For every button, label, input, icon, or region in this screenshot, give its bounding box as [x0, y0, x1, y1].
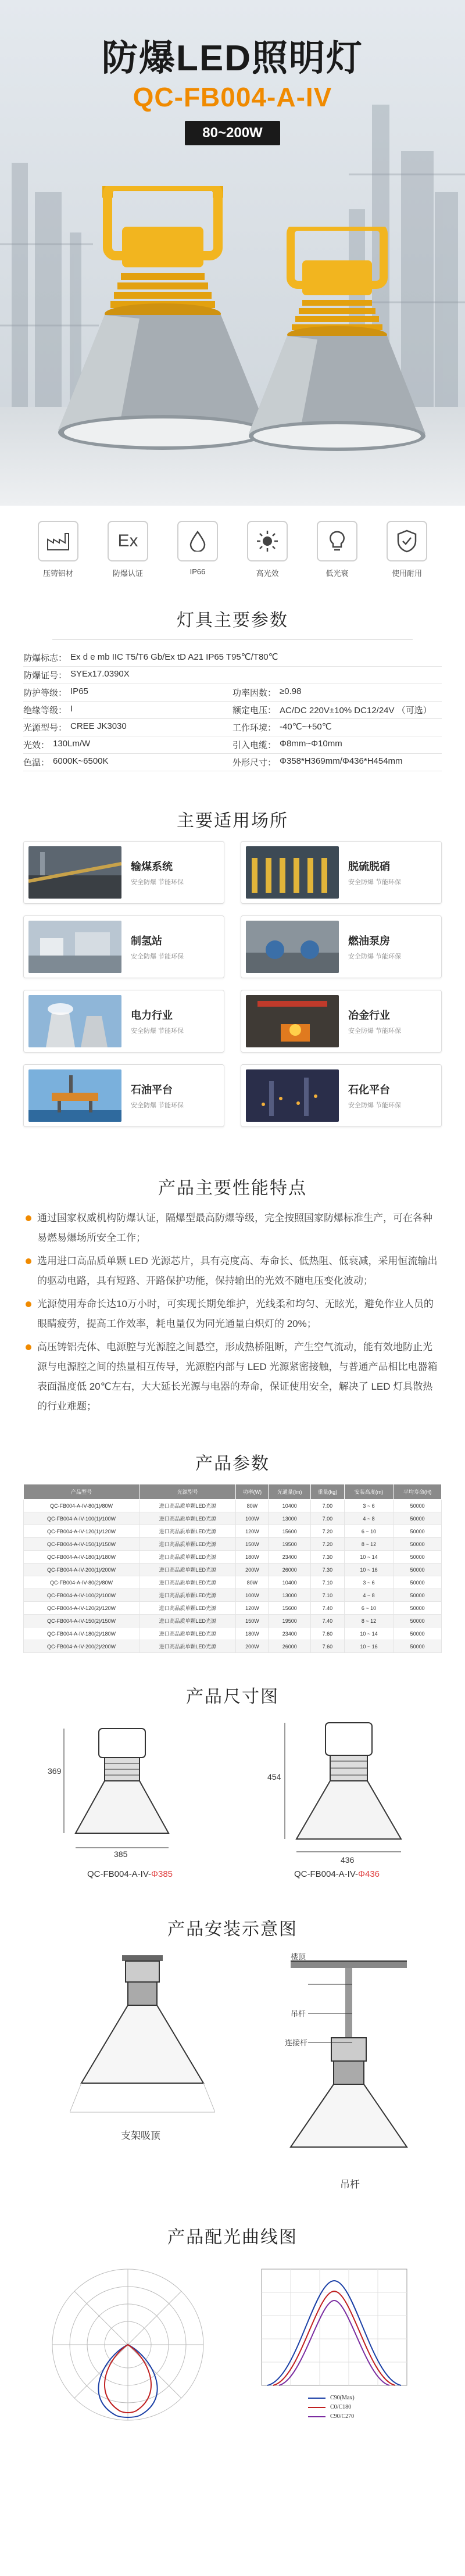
bullet-icon	[26, 1344, 31, 1350]
dimension-height-right: 454	[267, 1772, 281, 1781]
param-row	[24, 1525, 442, 1538]
specs-section-title	[0, 593, 465, 649]
spec-value: ≥0.98	[280, 686, 302, 696]
param-cell: 15600	[269, 1525, 311, 1538]
apps-title-text: 主要适用场所	[177, 811, 288, 831]
feature-label: IP66	[189, 567, 206, 576]
param-cell: QC-FB004-A-IV-200(1)/200W	[24, 1564, 140, 1576]
application-sub: 安全防爆 节能环保	[131, 953, 184, 960]
param-cell: 7.10	[311, 1589, 345, 1602]
spec-cell	[23, 739, 233, 751]
application-sub: 安全防爆 节能环保	[348, 953, 402, 960]
dimension-caption-left	[87, 1869, 173, 1879]
dimension-caption-highlight: Φ436	[358, 1869, 380, 1879]
feature-item	[99, 521, 157, 593]
param-cell: 进口高品质单颗LED光源	[140, 1500, 236, 1512]
param-cell: 7.00	[311, 1500, 345, 1512]
param-cell: 50000	[394, 1602, 442, 1615]
spec-cell	[23, 669, 442, 681]
feature-label: 低光衰	[326, 569, 349, 578]
spec-cell	[233, 686, 442, 699]
param-header: 功率(W)	[236, 1484, 269, 1500]
application-sub: 安全防爆 节能环保	[131, 1028, 184, 1035]
param-cell: 进口高品质单颗LED光源	[140, 1627, 236, 1640]
application-text	[131, 1007, 184, 1035]
param-cell: 7.40	[311, 1615, 345, 1627]
param-cell: 8 ~ 12	[344, 1538, 393, 1551]
param-cell: 7.10	[311, 1576, 345, 1589]
param-cell: 200W	[236, 1640, 269, 1653]
param-cell: 50000	[394, 1525, 442, 1538]
param-cell: 10400	[269, 1500, 311, 1512]
application-text	[348, 1007, 401, 1035]
param-cell: 进口高品质单颗LED光源	[140, 1640, 236, 1653]
param-cell: 7.60	[311, 1640, 345, 1653]
spec-cell	[23, 721, 233, 734]
feature-item	[308, 521, 366, 593]
feature-label: 压铸铝材	[42, 569, 73, 578]
hero-model: QC-FB004-A-IV	[133, 82, 332, 112]
spec-row	[23, 649, 442, 667]
spec-key: 防爆证号：	[23, 671, 67, 681]
curve-legend	[330, 2393, 355, 2421]
dimension-caption-highlight: Φ385	[151, 1869, 173, 1879]
param-cell: 10 ~ 16	[344, 1640, 393, 1653]
param-cell: 150W	[236, 1615, 269, 1627]
spec-key: 光效：	[23, 740, 50, 750]
spec-value: 130Lm/W	[53, 739, 91, 749]
spec-table	[23, 649, 442, 771]
param-row	[24, 1551, 442, 1564]
param-cell: 3 ~ 6	[344, 1576, 393, 1589]
spec-value: IP65	[70, 686, 88, 696]
param-header-row	[24, 1484, 442, 1500]
application-card	[23, 841, 224, 904]
param-cell: QC-FB004-A-IV-100(1)/100W	[24, 1512, 140, 1525]
param-section-title	[0, 1420, 465, 1484]
application-name: 制氢站	[131, 935, 162, 947]
feature-label: 防爆认证	[112, 569, 143, 578]
param-cell: 7.60	[311, 1627, 345, 1640]
lamp-image-small	[244, 227, 430, 459]
param-row	[24, 1500, 442, 1512]
ex-icon: Ex	[108, 521, 148, 561]
spec-cell	[23, 704, 233, 716]
spec-key: 色温：	[23, 758, 50, 768]
param-cell: 进口高品质单颗LED光源	[140, 1576, 236, 1589]
shield-icon	[387, 521, 427, 561]
param-header: 产品型号	[24, 1484, 140, 1500]
param-cell: 120W	[236, 1525, 269, 1538]
param-cell: QC-FB004-A-IV-180(2)/180W	[24, 1627, 140, 1640]
param-cell: 180W	[236, 1627, 269, 1640]
spec-row	[23, 719, 442, 736]
param-header: 平均寿命(H)	[394, 1484, 442, 1500]
ceiling-mount-caption: 支架吸顶	[121, 2130, 160, 2141]
param-cell: 50000	[394, 1627, 442, 1640]
param-cell: 15600	[269, 1602, 311, 1615]
perf-title-text: 产品主要性能特点	[158, 1179, 307, 1198]
spec-row	[23, 754, 442, 771]
title-divider	[52, 639, 413, 640]
param-row	[24, 1615, 442, 1627]
performance-text: 选用进口高品质单颗 LED 光源芯片，具有亮度高、寿命长、低热阻、低衰减，采用恒流输出的驱动电路，具有短路、开路保护功能，保持输出的光效不随电压变化波动；	[37, 1255, 438, 1286]
param-row	[24, 1589, 442, 1602]
application-text	[131, 858, 184, 886]
dimension-width-right: 436	[341, 1855, 355, 1865]
ceiling-note: 楼顶	[291, 1952, 306, 1961]
param-cell: 180W	[236, 1551, 269, 1564]
spec-cell	[233, 756, 442, 768]
param-row	[24, 1564, 442, 1576]
param-cell: 7.00	[311, 1512, 345, 1525]
param-cell: 进口高品质单颗LED光源	[140, 1589, 236, 1602]
param-cell: QC-FB004-A-IV-200(2)/200W	[24, 1640, 140, 1653]
param-header: 重量(kg)	[311, 1484, 345, 1500]
param-header: 安装高度(m)	[344, 1484, 393, 1500]
spec-cell	[233, 739, 442, 751]
application-card	[23, 990, 224, 1053]
param-cell: 13000	[269, 1589, 311, 1602]
application-text	[131, 1082, 184, 1110]
coal-conveyor-photo	[28, 846, 121, 899]
performance-list	[0, 1208, 465, 1416]
spec-row	[23, 702, 442, 719]
performance-item	[26, 1251, 439, 1291]
application-name: 冶金行业	[348, 1010, 390, 1021]
install-title-text: 产品安装示意图	[167, 1920, 298, 1939]
application-text	[348, 1082, 401, 1110]
dimension-caption-text: QC-FB004-A-IV-	[294, 1869, 359, 1879]
power-range-badge: 80~200W	[185, 121, 280, 145]
application-sub: 安全防爆 节能环保	[348, 879, 402, 886]
install-diagrams	[0, 1949, 465, 2194]
spec-key: 绝缘等级：	[23, 706, 67, 715]
dimension-height-left: 369	[48, 1766, 62, 1776]
spec-value: I	[70, 704, 73, 714]
apps-section-title	[0, 771, 465, 841]
param-cell: 200W	[236, 1564, 269, 1576]
spec-key: 防爆标志：	[23, 653, 67, 663]
param-cell: 150W	[236, 1538, 269, 1551]
spec-row	[23, 667, 442, 684]
install-section-title	[0, 1891, 465, 1949]
param-cell: QC-FB004-A-IV-150(2)/150W	[24, 1615, 140, 1627]
param-cell: 3 ~ 6	[344, 1500, 393, 1512]
param-cell: 26000	[269, 1564, 311, 1576]
param-cell: 进口高品质单颗LED光源	[140, 1602, 236, 1615]
param-cell: 8 ~ 12	[344, 1615, 393, 1627]
application-card	[241, 915, 442, 978]
product-param-table	[23, 1484, 442, 1653]
param-cell: 13000	[269, 1512, 311, 1525]
param-table-body	[24, 1500, 442, 1653]
param-cell: QC-FB004-A-IV-80(1)/80W	[24, 1500, 140, 1512]
dimension-drawing-small	[52, 1723, 192, 1862]
param-row	[24, 1538, 442, 1551]
ceiling-mount-diagram	[70, 1955, 215, 2118]
application-sub: 安全防爆 节能环保	[348, 1028, 402, 1035]
param-cell: 7.30	[311, 1564, 345, 1576]
spec-key: 防护等级：	[23, 688, 67, 698]
param-cell: 50000	[394, 1576, 442, 1589]
param-cell: 50000	[394, 1564, 442, 1576]
legend-item: C90/C270	[330, 2413, 355, 2420]
param-cell: QC-FB004-A-IV-180(1)/180W	[24, 1551, 140, 1564]
dimension-width-left: 385	[114, 1849, 128, 1859]
spec-row	[23, 736, 442, 754]
dimension-drawing-large	[273, 1717, 424, 1862]
application-card	[241, 990, 442, 1053]
param-cell: 10 ~ 14	[344, 1551, 393, 1564]
param-cell: 50000	[394, 1538, 442, 1551]
oil-platform-photo	[28, 1069, 121, 1122]
param-title-text: 产品参数	[195, 1454, 270, 1473]
param-cell: 23400	[269, 1627, 311, 1640]
perf-section-title	[0, 1139, 465, 1208]
param-row	[24, 1640, 442, 1653]
legend-item: C90(Max)	[330, 2395, 355, 2401]
param-cell: 进口高品质单颗LED光源	[140, 1551, 236, 1564]
param-row	[24, 1602, 442, 1615]
feature-icons-row	[0, 506, 465, 593]
application-sub: 安全防爆 节能环保	[131, 1102, 184, 1109]
desulfurization-photo	[246, 846, 339, 899]
feature-item	[378, 521, 436, 593]
bullet-icon	[26, 1301, 31, 1307]
hero-banner	[0, 0, 465, 506]
factory-icon	[38, 521, 78, 561]
param-cell: 23400	[269, 1551, 311, 1564]
spec-value: -40℃~+50℃	[280, 722, 332, 732]
performance-item	[26, 1208, 439, 1248]
param-cell: 100W	[236, 1589, 269, 1602]
performance-text: 通过国家权威机构防爆认证，隔爆型最高防爆等级，完全按照国家防爆标准生产，可在各种易燃易爆场所安全工作；	[37, 1212, 432, 1243]
bullet-icon	[26, 1258, 31, 1264]
param-cell: 7.20	[311, 1525, 345, 1538]
spec-key: 工作环境：	[233, 723, 277, 733]
application-text	[131, 933, 184, 961]
performance-item	[26, 1337, 439, 1416]
param-cell: 50000	[394, 1512, 442, 1525]
power-plant-photo	[28, 995, 121, 1047]
application-name: 石化平台	[348, 1084, 390, 1096]
application-sub: 安全防爆 节能环保	[131, 879, 184, 886]
applications-grid	[0, 841, 465, 1139]
application-card	[23, 1064, 224, 1127]
spec-row	[23, 684, 442, 702]
bullet-icon	[26, 1215, 31, 1221]
application-name: 输煤系统	[131, 861, 173, 872]
spec-key: 功率因数：	[233, 688, 277, 698]
param-cell: 50000	[394, 1500, 442, 1512]
performance-text: 光源使用寿命长达10万小时，可实现长期免维护，光线柔和均匀、无眩光，避免作业人员的眼睛疲劳，提高工作效率，耗电量仅为同光通量白炽灯的 20%；	[37, 1298, 434, 1329]
performance-item	[26, 1294, 439, 1334]
performance-text: 高压铸铝壳体、电源腔与光源腔之间悬空，形成热桥阻断，产生空气流动，能有效地防止光源与电源腔之间的热量相互传导，光源腔内部与 LED 光源紧密接触，与普通产品相比电器箱表面温度低 20℃左右，大大延长光源与电器的寿命，保证使用安全，解决了 LED 灯具散热的行业难题；	[37, 1341, 438, 1412]
feature-label: 使用耐用	[391, 569, 422, 578]
spec-cell	[233, 721, 442, 734]
spec-cell	[23, 756, 233, 768]
hydrogen-station-photo	[28, 921, 121, 973]
param-cell: 50000	[394, 1615, 442, 1627]
lamp-image-large	[52, 186, 273, 459]
spec-value: SYEx17.0390X	[70, 669, 130, 679]
specs-title-text: 灯具主要参数	[177, 611, 288, 630]
application-name: 电力行业	[131, 1010, 173, 1021]
application-text	[348, 858, 401, 886]
spec-cell	[23, 652, 442, 664]
param-cell: 10400	[269, 1576, 311, 1589]
param-cell: 7.40	[311, 1602, 345, 1615]
light-distribution-charts	[0, 2257, 465, 2443]
chain-note: 连接杆	[285, 2038, 308, 2047]
application-sub: 安全防爆 节能环保	[348, 1102, 402, 1109]
hero-title: 防爆LED照明灯	[101, 38, 363, 78]
param-cell: 120W	[236, 1602, 269, 1615]
dims-section-title	[0, 1653, 465, 1717]
param-cell: 26000	[269, 1640, 311, 1653]
param-cell: QC-FB004-A-IV-80(2)/80W	[24, 1576, 140, 1589]
param-cell: 10 ~ 16	[344, 1564, 393, 1576]
param-cell: QC-FB004-A-IV-150(1)/150W	[24, 1538, 140, 1551]
param-cell: 进口高品质单颗LED光源	[140, 1615, 236, 1627]
spec-cell	[23, 686, 233, 699]
param-header: 光通量(lm)	[269, 1484, 311, 1500]
bulb-icon	[317, 521, 357, 561]
param-cell: 7.30	[311, 1551, 345, 1564]
spec-value: AC/DC 220V±10% DC12/24V （可选）	[280, 706, 432, 715]
param-cell: 进口高品质单颗LED光源	[140, 1525, 236, 1538]
param-cell: 进口高品质单颗LED光源	[140, 1512, 236, 1525]
param-cell: 进口高品质单颗LED光源	[140, 1564, 236, 1576]
spec-value: Ex d e mb IIC T5/T6 Gb/Ex tD A21 IP65 T95℃/T80℃	[70, 652, 278, 662]
param-cell: 6 ~ 10	[344, 1602, 393, 1615]
spec-value: Φ8mm~Φ10mm	[280, 739, 342, 749]
curve-title-text: 产品配光曲线图	[167, 2228, 298, 2247]
curve-section-title	[0, 2194, 465, 2257]
legend-item: C0/C180	[330, 2404, 352, 2410]
param-cell: 50000	[394, 1640, 442, 1653]
dimension-caption-text: QC-FB004-A-IV-	[87, 1869, 152, 1879]
sun-icon	[247, 521, 288, 561]
param-cell: 19500	[269, 1615, 311, 1627]
param-cell: 4 ~ 8	[344, 1512, 393, 1525]
application-card	[241, 1064, 442, 1127]
application-name: 燃油泵房	[348, 935, 390, 947]
dimension-drawings	[0, 1717, 465, 1891]
rod-mount-caption: 吊杆	[340, 2179, 360, 2190]
param-cell: 7.20	[311, 1538, 345, 1551]
application-card	[241, 841, 442, 904]
spec-value: 6000K~6500K	[53, 756, 109, 766]
application-name: 石油平台	[131, 1084, 173, 1096]
spec-value: Φ358*H369mm/Φ436*H454mm	[280, 756, 403, 766]
param-cell: 100W	[236, 1512, 269, 1525]
param-cell: 50000	[394, 1589, 442, 1602]
polar-curve-chart	[46, 2263, 209, 2426]
param-cell: QC-FB004-A-IV-120(2)/120W	[24, 1602, 140, 1615]
petrochemical-photo	[246, 1069, 339, 1122]
param-cell: 进口高品质单颗LED光源	[140, 1538, 236, 1551]
rod-mount-diagram	[273, 1949, 424, 2170]
feature-item	[238, 521, 296, 593]
waterdrop-icon	[177, 521, 218, 561]
metallurgy-photo	[246, 995, 339, 1047]
param-cell: 4 ~ 8	[344, 1589, 393, 1602]
feature-item	[29, 521, 87, 593]
param-header: 光源型号	[140, 1484, 236, 1500]
fuel-pump-room-photo	[246, 921, 339, 973]
spec-key: 引入电缆：	[233, 740, 277, 750]
param-cell: 50000	[394, 1551, 442, 1564]
spec-cell	[233, 704, 442, 716]
param-row	[24, 1512, 442, 1525]
application-card	[23, 915, 224, 978]
application-text	[348, 933, 401, 961]
param-cell: 80W	[236, 1576, 269, 1589]
param-cell: QC-FB004-A-IV-120(1)/120W	[24, 1525, 140, 1538]
feature-item	[169, 521, 227, 593]
application-name: 脱硫脱硝	[348, 861, 390, 872]
spec-key: 额定电压：	[233, 706, 277, 715]
dims-title-text: 产品尺寸图	[186, 1687, 279, 1706]
param-row	[24, 1576, 442, 1589]
spec-key: 外形尺寸：	[233, 758, 277, 768]
spec-value: CREE JK3030	[70, 721, 127, 731]
param-cell: 19500	[269, 1538, 311, 1551]
param-cell: 80W	[236, 1500, 269, 1512]
param-row	[24, 1627, 442, 1640]
dimension-caption-right	[294, 1869, 380, 1879]
spec-key: 光源型号：	[23, 723, 67, 733]
rod-note: 吊杆	[291, 2009, 306, 2018]
param-cell: 10 ~ 14	[344, 1627, 393, 1640]
feature-label: 高光效	[256, 569, 279, 578]
param-cell: 6 ~ 10	[344, 1525, 393, 1538]
param-cell: QC-FB004-A-IV-100(2)/100W	[24, 1589, 140, 1602]
